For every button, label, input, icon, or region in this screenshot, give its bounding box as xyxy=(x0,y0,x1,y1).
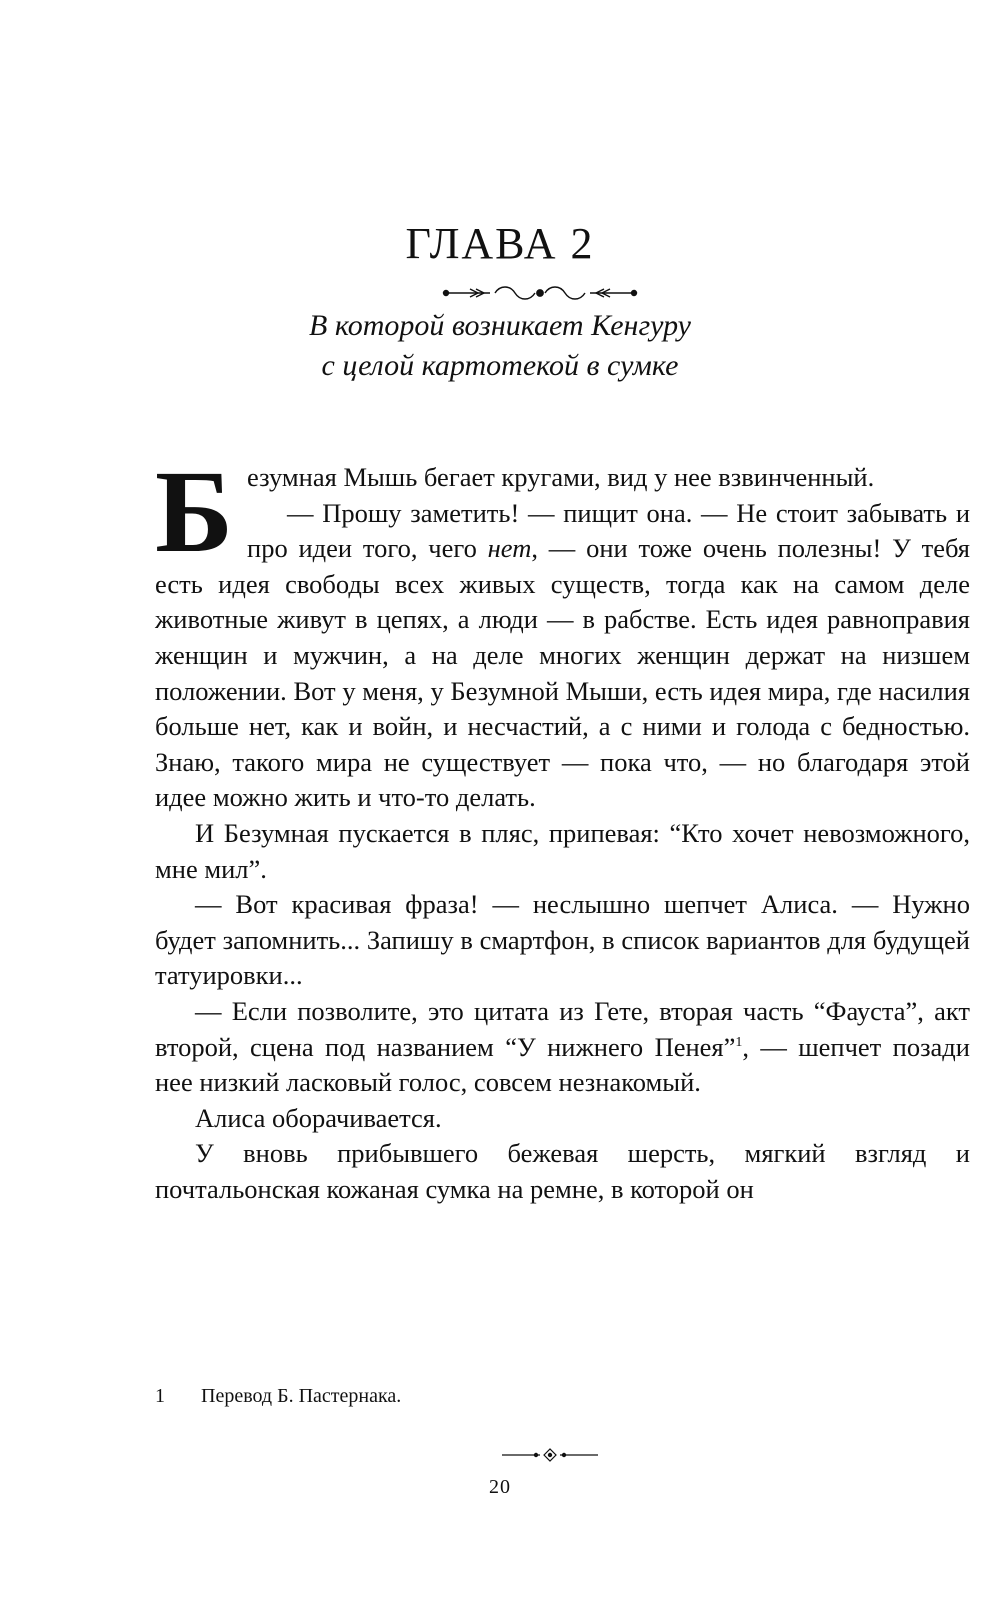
chapter-title: ГЛАВА 2 xyxy=(405,219,595,268)
footnote-ref: 1 xyxy=(735,1034,743,1050)
paragraph-7: У вновь прибывшего бежевая шерсть, мягкий взгляд и почтальонская кожаная сумка на ремне, в которой он xyxy=(155,1138,970,1204)
paragraph-1-text: езумная Мышь бегает кругами, вид у нее взвинченный. xyxy=(247,462,875,492)
paragraph-6: Алиса оборачивается. xyxy=(195,1102,442,1133)
paragraph-2 xyxy=(155,496,970,816)
footer-ornament-icon xyxy=(500,1446,600,1464)
paragraph-2-emphasis: нет xyxy=(487,533,532,564)
drop-cap: Б xyxy=(155,446,234,577)
footnote-text: Перевод Б. Пастернака. xyxy=(201,1385,402,1407)
chapter-subtitle-line-2: с целой картотекой в сумке xyxy=(321,349,679,382)
paragraph-5-text-b: , — шепчет позади нее низкий ласковый голос, совсем незнакомый. xyxy=(155,1031,970,1098)
paragraph-5-text-a: — Если позволите, это цитата из Гете, вторая часть “Фауста”, акт второй, сцена под названием “У нижнего Пенея” xyxy=(155,995,970,1062)
footnote xyxy=(155,1382,970,1410)
body-text xyxy=(155,446,970,1207)
paragraph-4: — Вот красивая фраза! — неслышно шепчет Алиса. — Нужно будет запомнить... Запишу в смартфон, в список вариантов для будущей татуировки... xyxy=(155,889,970,991)
footnote-number: 1 xyxy=(155,1385,165,1407)
paragraph-2-text-a: — Прошу заметить! — пищит она. — Не стоит забывать и про идеи того, чего xyxy=(247,497,970,564)
paragraph-2-text-b: , — они тоже очень полезны! У тебя есть идея свободы всех живых существ, тогда как на самом деле животные живут в цепях, а люди — в рабстве. Есть идея равноправия женщин и мужчин, а на деле многих женщин держат на низшем положении. Вот у меня, у Безумной Мыши, есть идея мира, где насилия больше нет, как и войн, и несчастий, а с ними и голода с бедностью. Знаю, такого мира не существует — пока что, — но благодаря этой идее можно жить и что-то делать. xyxy=(155,533,970,813)
chapter-subtitle-line-1: В которой возникает Кенгуру xyxy=(309,309,691,342)
page-number: 20 xyxy=(489,1476,511,1498)
chapter-subtitle xyxy=(0,306,1000,386)
chapter-ornament-icon xyxy=(440,282,640,304)
paragraph-3: И Безумная пускается в пляс, припевая: “Кто хочет невозможного, мне мил”. xyxy=(155,817,970,884)
paragraph-5 xyxy=(155,994,970,1101)
